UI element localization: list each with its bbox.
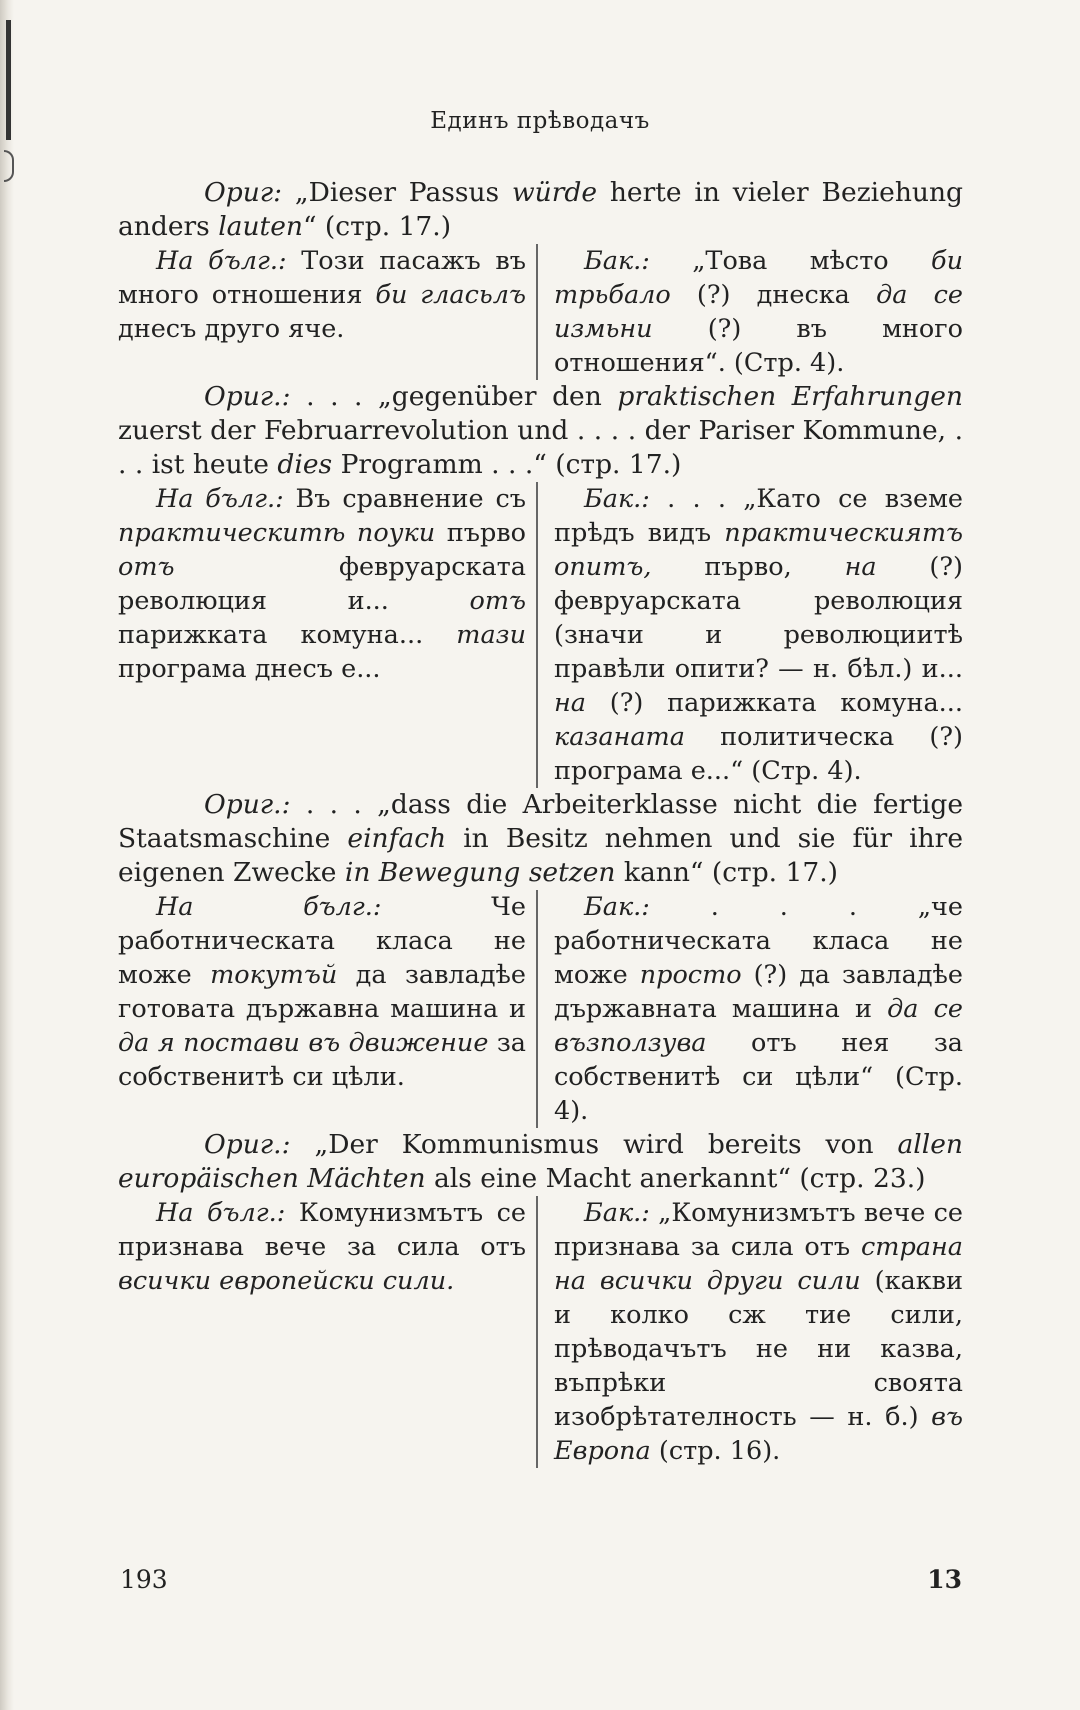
- bulg-text: Този пасажъ въ много отношения: [118, 246, 526, 310]
- signature-number: 193: [120, 1565, 168, 1594]
- bak-text: отъ нея за собственитѣ си цѣли“ (Стр. 4).: [554, 1028, 963, 1126]
- orig-italic: dies: [277, 449, 333, 480]
- orig-text: „Dieser Passus: [282, 177, 512, 208]
- bak-text: . . . „Като се вземе прѣдъ видъ: [554, 484, 963, 548]
- bulg-label: На бълг.:: [156, 1198, 286, 1228]
- orig-label: Ориг.:: [204, 789, 291, 820]
- bak-text: (?) въ много отношения“. (Стр. 4).: [554, 314, 963, 378]
- bulg-text: Че работническата класа не може: [118, 892, 526, 990]
- bakalov-column: [536, 1196, 963, 1468]
- page-binding-edge: [0, 0, 14, 1710]
- orig-italic: lauten: [218, 211, 303, 242]
- orig-paragraph-3: [118, 788, 963, 890]
- page-number: 13: [927, 1565, 962, 1594]
- bak-text: (стр. 16).: [650, 1436, 781, 1466]
- orig-text: zuerst der Februarrevolution und . . . . der Pariser Kommune, . . . ist heute: [118, 415, 963, 480]
- bak-italic: би трьбало: [554, 246, 963, 310]
- bak-text: (?) днеска: [670, 280, 877, 310]
- bakalov-column: [536, 890, 963, 1128]
- orig-text: “ (стр. 17.): [302, 211, 452, 242]
- bulg-text: Комунизмътъ се признава вече за сила отъ: [118, 1198, 526, 1262]
- bak-italic: казаната: [554, 722, 685, 752]
- bak-italic: въ Европа: [554, 1402, 963, 1466]
- bak-text: (какви и колко сж тие сили, прѣводачътъ не ни казва, въпрѣки своята изобрѣтателность — н. б.): [554, 1266, 963, 1432]
- bak-italic: на: [554, 688, 586, 718]
- bak-label: Бак.:: [584, 892, 650, 922]
- comparison-row-2: [118, 482, 963, 788]
- bak-italic: да се възползува: [554, 994, 963, 1058]
- orig-text: . . . „dass die Arbeiterklasse nicht die fertige Staatsmaschine: [118, 789, 963, 854]
- bulgarian-column: [118, 890, 536, 1128]
- bak-label: Бак.:: [584, 246, 650, 276]
- bak-italic: страна на всички други сили: [554, 1232, 963, 1296]
- orig-italic: allen europäischen Mächten: [118, 1129, 963, 1194]
- bak-text: . . . „че работническата класа не може: [554, 892, 963, 990]
- bak-italic: на: [844, 552, 877, 582]
- orig-italic: praktischen Erfahrungen: [617, 381, 963, 412]
- bulg-text: за собственитѣ си цѣли.: [118, 1028, 527, 1092]
- orig-italic: würde: [511, 177, 598, 208]
- orig-label: Ориг.:: [204, 1129, 291, 1160]
- bak-text: политическа (?) програма е...“ (Стр. 4).: [554, 722, 963, 786]
- bak-text: (?) да завладѣе държавната машина и: [554, 960, 964, 1024]
- bulgarian-column: [118, 1196, 536, 1468]
- comparison-row-4: [118, 1196, 963, 1468]
- bulg-text: парижката комуна...: [118, 620, 457, 650]
- orig-paragraph-2: [118, 380, 963, 482]
- orig-text: als eine Macht anerkannt“ (стр. 23.): [425, 1163, 926, 1194]
- bak-text: (?) февруарската революция (значи и революциитѣ правѣли опити? — н. бѣл.) и...: [554, 552, 963, 684]
- bak-italic: просто: [639, 960, 742, 990]
- bulg-italic: токутъй: [210, 960, 338, 990]
- comparison-row-3: [118, 890, 963, 1128]
- comparison-row-1: [118, 244, 963, 380]
- bulg-text: да завладѣе готовата държавна машина и: [118, 960, 526, 1024]
- bakalov-column: [536, 482, 963, 788]
- bulg-italic: практическитѣ поуки: [118, 518, 436, 548]
- bulg-text: Въ сравнение съ: [283, 484, 526, 514]
- bulg-label: На бълг.:: [156, 484, 284, 514]
- page-title: Единъ прѣводачъ: [430, 108, 650, 134]
- bak-italic: практическиятъ опитъ,: [554, 518, 963, 582]
- bakalov-column: [536, 244, 963, 380]
- bulg-label: На бълг.:: [156, 892, 382, 922]
- bak-text: първо,: [651, 552, 845, 582]
- bulg-italic: тази: [456, 620, 526, 650]
- bulg-italic: всички европейски сили.: [118, 1266, 455, 1296]
- orig-text: herte in vieler Beziehung anders: [118, 177, 963, 242]
- bak-text: (?) парижката комуна...: [586, 688, 963, 718]
- bulg-text: първо: [435, 518, 526, 548]
- orig-paragraph-1: [118, 176, 963, 244]
- orig-italic: in Bewegung setzen: [344, 857, 616, 888]
- binding-hook: [4, 150, 14, 182]
- bak-text: „Комунизмътъ вече се признава за сила отъ: [554, 1198, 963, 1262]
- orig-text: in Besitz nehmen und sie für ihre eigenen Zwecke: [118, 823, 964, 888]
- orig-italic: einfach: [347, 823, 447, 854]
- bulg-italic: отъ: [469, 586, 526, 616]
- bulg-italic: да я постави въ движение: [118, 1028, 489, 1058]
- bulgarian-column: [118, 244, 536, 380]
- orig-text: . . . „gegenüber den: [290, 381, 618, 412]
- bulg-text: програма днесъ е...: [118, 654, 381, 684]
- orig-text: „Der Kommunismus wird bereits von: [290, 1129, 898, 1160]
- bulg-italic: отъ: [118, 552, 175, 582]
- bulgarian-column: [118, 482, 536, 788]
- bak-italic: да се измьни: [554, 280, 963, 344]
- orig-label: Ориг.:: [204, 381, 291, 412]
- orig-paragraph-4: [118, 1128, 963, 1196]
- bulg-italic: би гласьлъ: [375, 280, 526, 310]
- bulg-text: днесъ друго яче.: [118, 314, 345, 344]
- main-text: [118, 176, 963, 1468]
- bulg-label: На бълг.:: [156, 246, 287, 276]
- bulg-text: февруарската революция и...: [118, 552, 526, 616]
- orig-label: Ориг:: [204, 177, 283, 208]
- bak-label: Бак.:: [584, 1198, 650, 1228]
- orig-text: kann“ (стр. 17.): [615, 857, 838, 888]
- bak-text: „Това мѣсто: [649, 246, 931, 276]
- bak-label: Бак.:: [584, 484, 650, 514]
- orig-text: Programm . . .“ (стр. 17.): [332, 449, 682, 480]
